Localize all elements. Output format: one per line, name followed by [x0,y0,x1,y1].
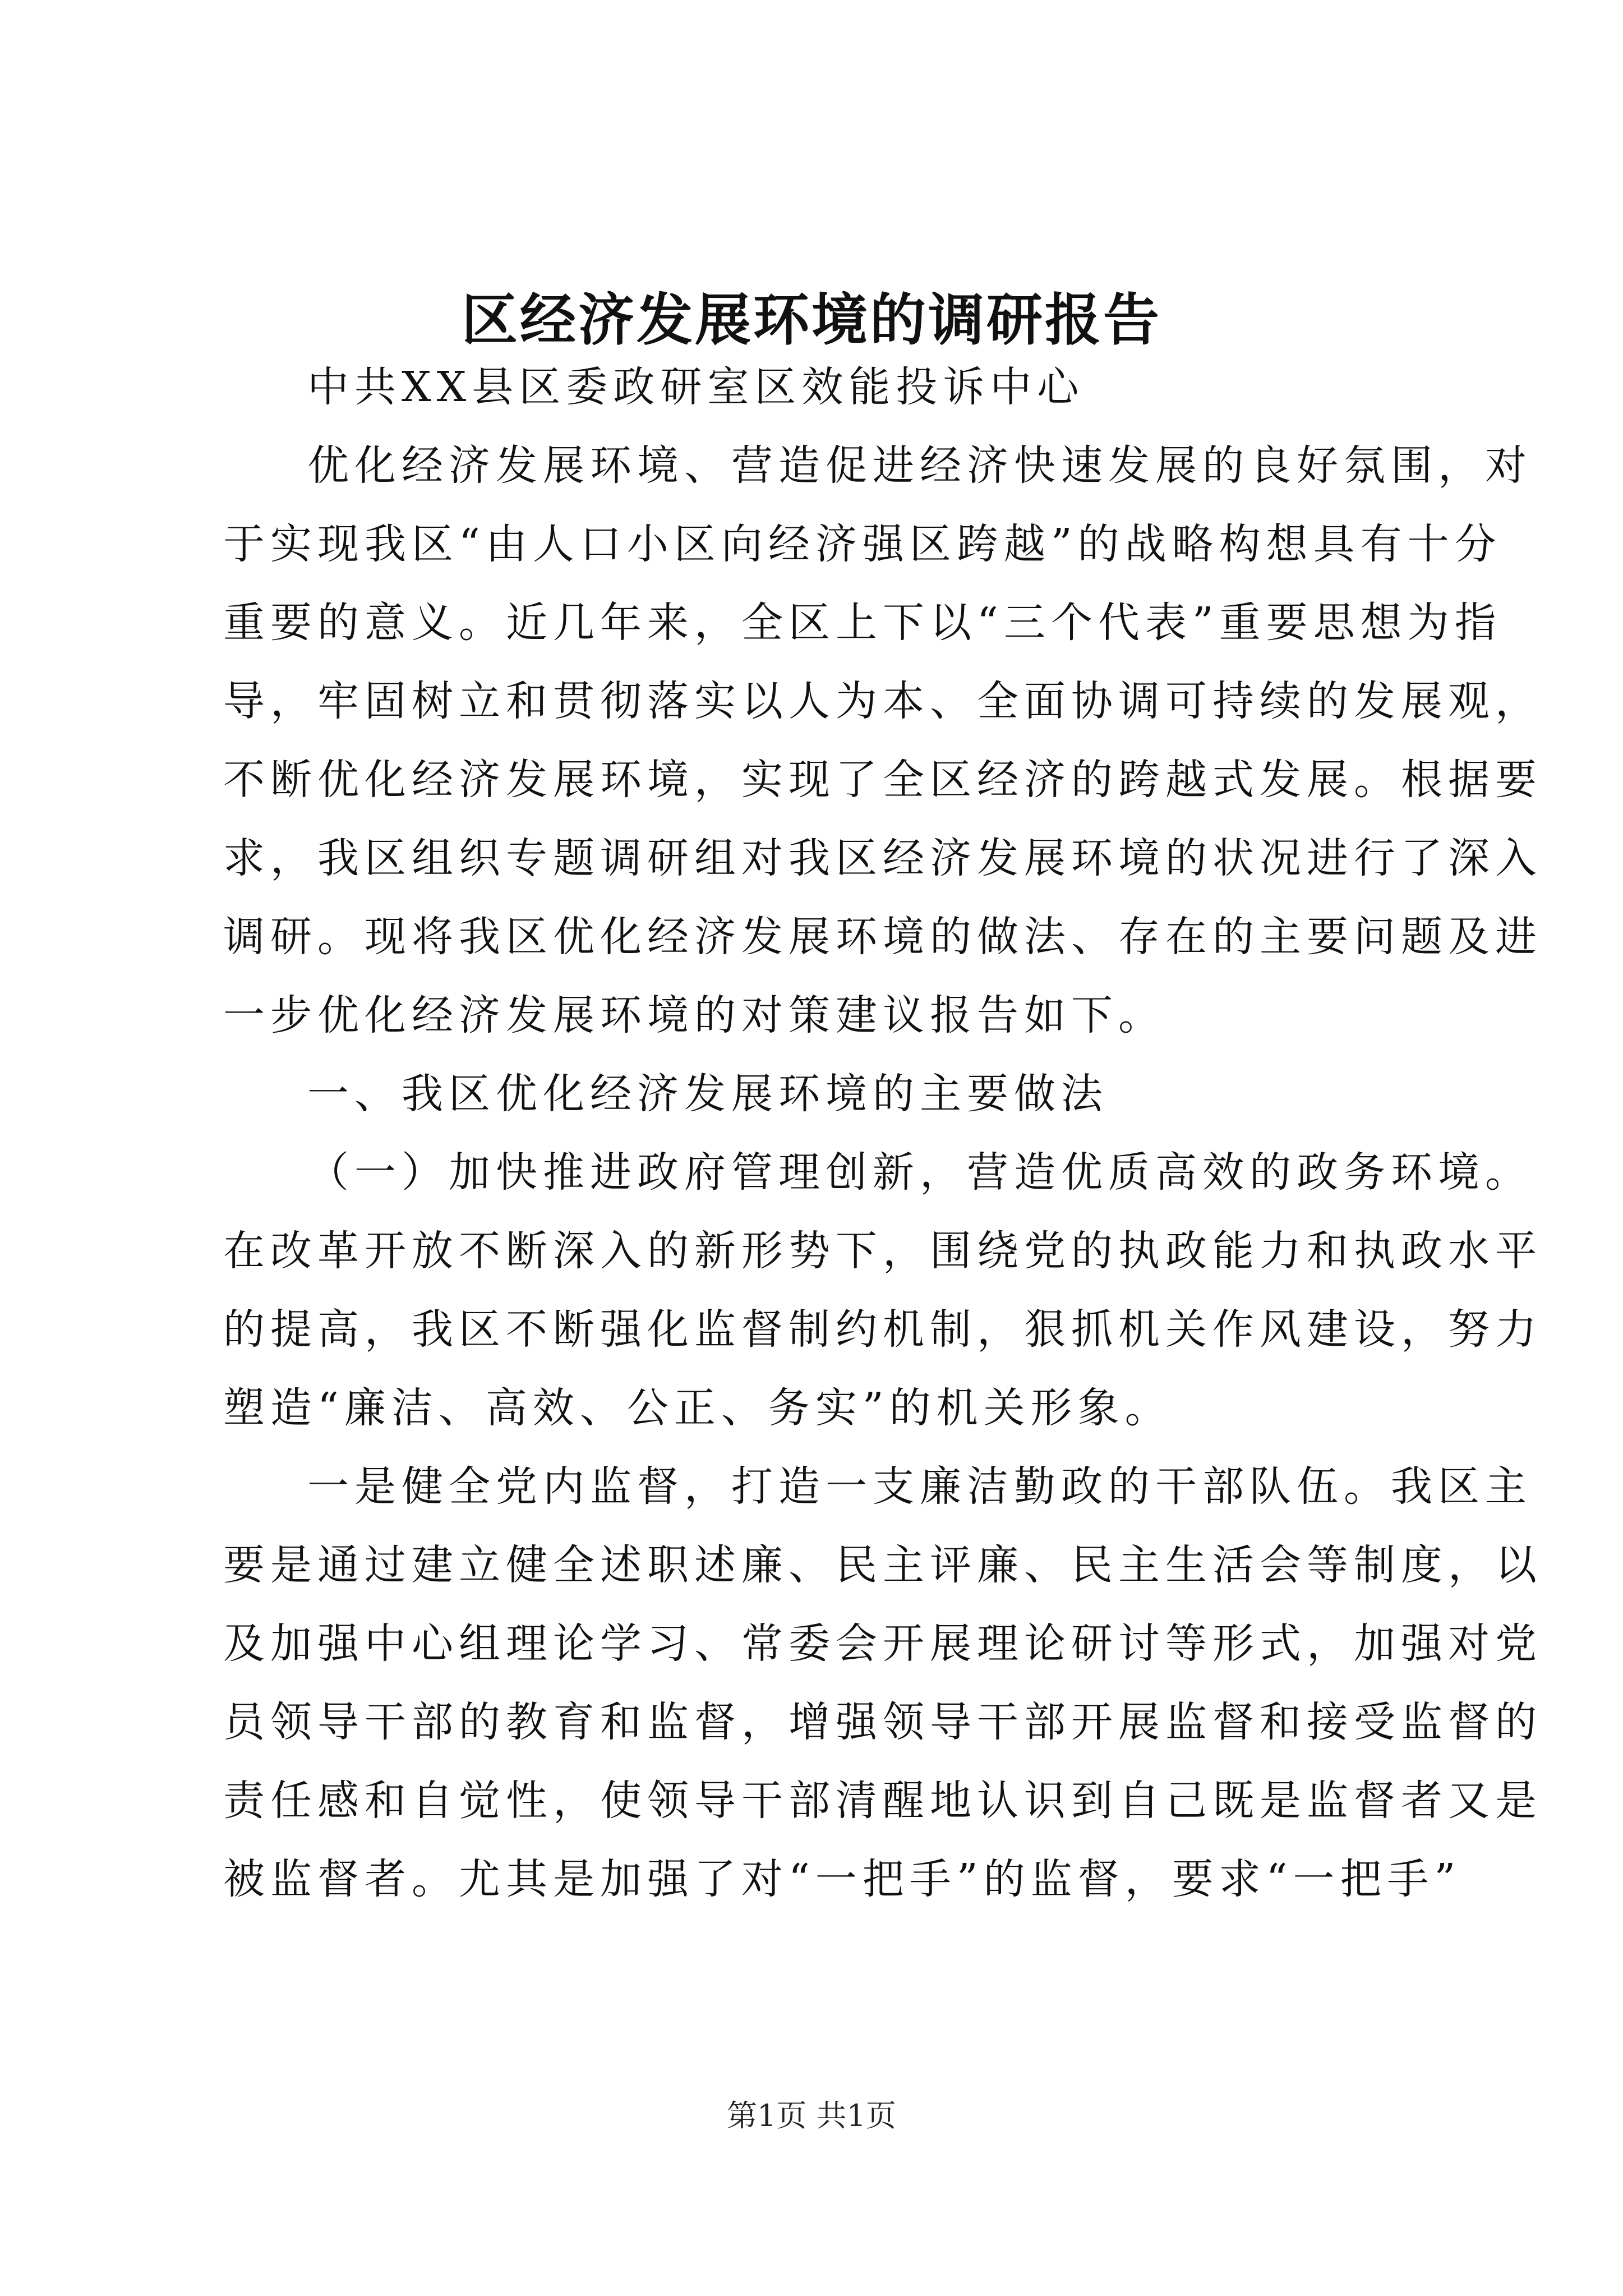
subsection-heading: （一）加快推进政府管理创新，营造优质高效的政务环境。 [307,1148,1532,1197]
paragraph-line: 责任感和自觉性，使领导干部清醒地认识到自己既是监督者又是 [223,1777,1542,1825]
paragraph-line: 优化经济发展环境、营造促进经济快速发展的良好氛围，对 [307,441,1532,490]
paragraph-line: 要是通过建立健全述职述廉、民主评廉、民主生活会等制度，以 [223,1541,1542,1589]
paragraph-line: 导，牢固树立和贯彻落实以人为本、全面协调可持续的发展观， [223,677,1542,725]
paragraph-line: 在改革开放不断深入的新形势下，围绕党的执政能力和执政水平 [223,1227,1542,1275]
document-title: 区经济发展环境的调研报告 [462,287,1161,353]
page-number: 第1页 共1页 [727,2098,896,2133]
paragraph-line: 及加强中心组理论学习、常委会开展理论研讨等形式，加强对党 [223,1619,1542,1668]
paragraph-line: 一步优化经济发展环境的对策建议报告如下。 [223,991,1165,1039]
paragraph-line: 重要的意义。近几年来，全区上下以“三个代表”重要思想为指 [223,599,1502,647]
paragraph-line: 求，我区组织专题调研组对我区经济发展环境的状况进行了深入 [223,834,1542,882]
paragraph-line: 员领导干部的教育和监督，增强领导干部开展监督和接受监督的 [223,1698,1542,1746]
paragraph-line: 被监督者。尤其是加强了对“一把手”的监督，要求“一把手” [223,1855,1461,1903]
paragraph-line: 于实现我区“由人口小区向经济强区跨越”的战略构想具有十分 [223,520,1502,568]
paragraph-line: 不断优化经济发展环境，实现了全区经济的跨越式发展。根据要 [223,756,1542,804]
paragraph-line: 塑造“廉洁、高效、公正、务实”的机关形象。 [223,1384,1172,1432]
author-line: 中共XX县区委政研室区效能投诉中心 [307,363,1085,411]
paragraph-line: 的提高，我区不断强化监督制约机制，狠抓机关作风建设，努力 [223,1305,1542,1354]
paragraph-line: 一是健全党内监督，打造一支廉洁勤政的干部队伍。我区主 [307,1462,1532,1511]
paragraph-line: 调研。现将我区优化经济发展环境的做法、存在的主要问题及进 [223,913,1542,961]
section-heading: 一、我区优化经济发展环境的主要做法 [307,1070,1108,1118]
